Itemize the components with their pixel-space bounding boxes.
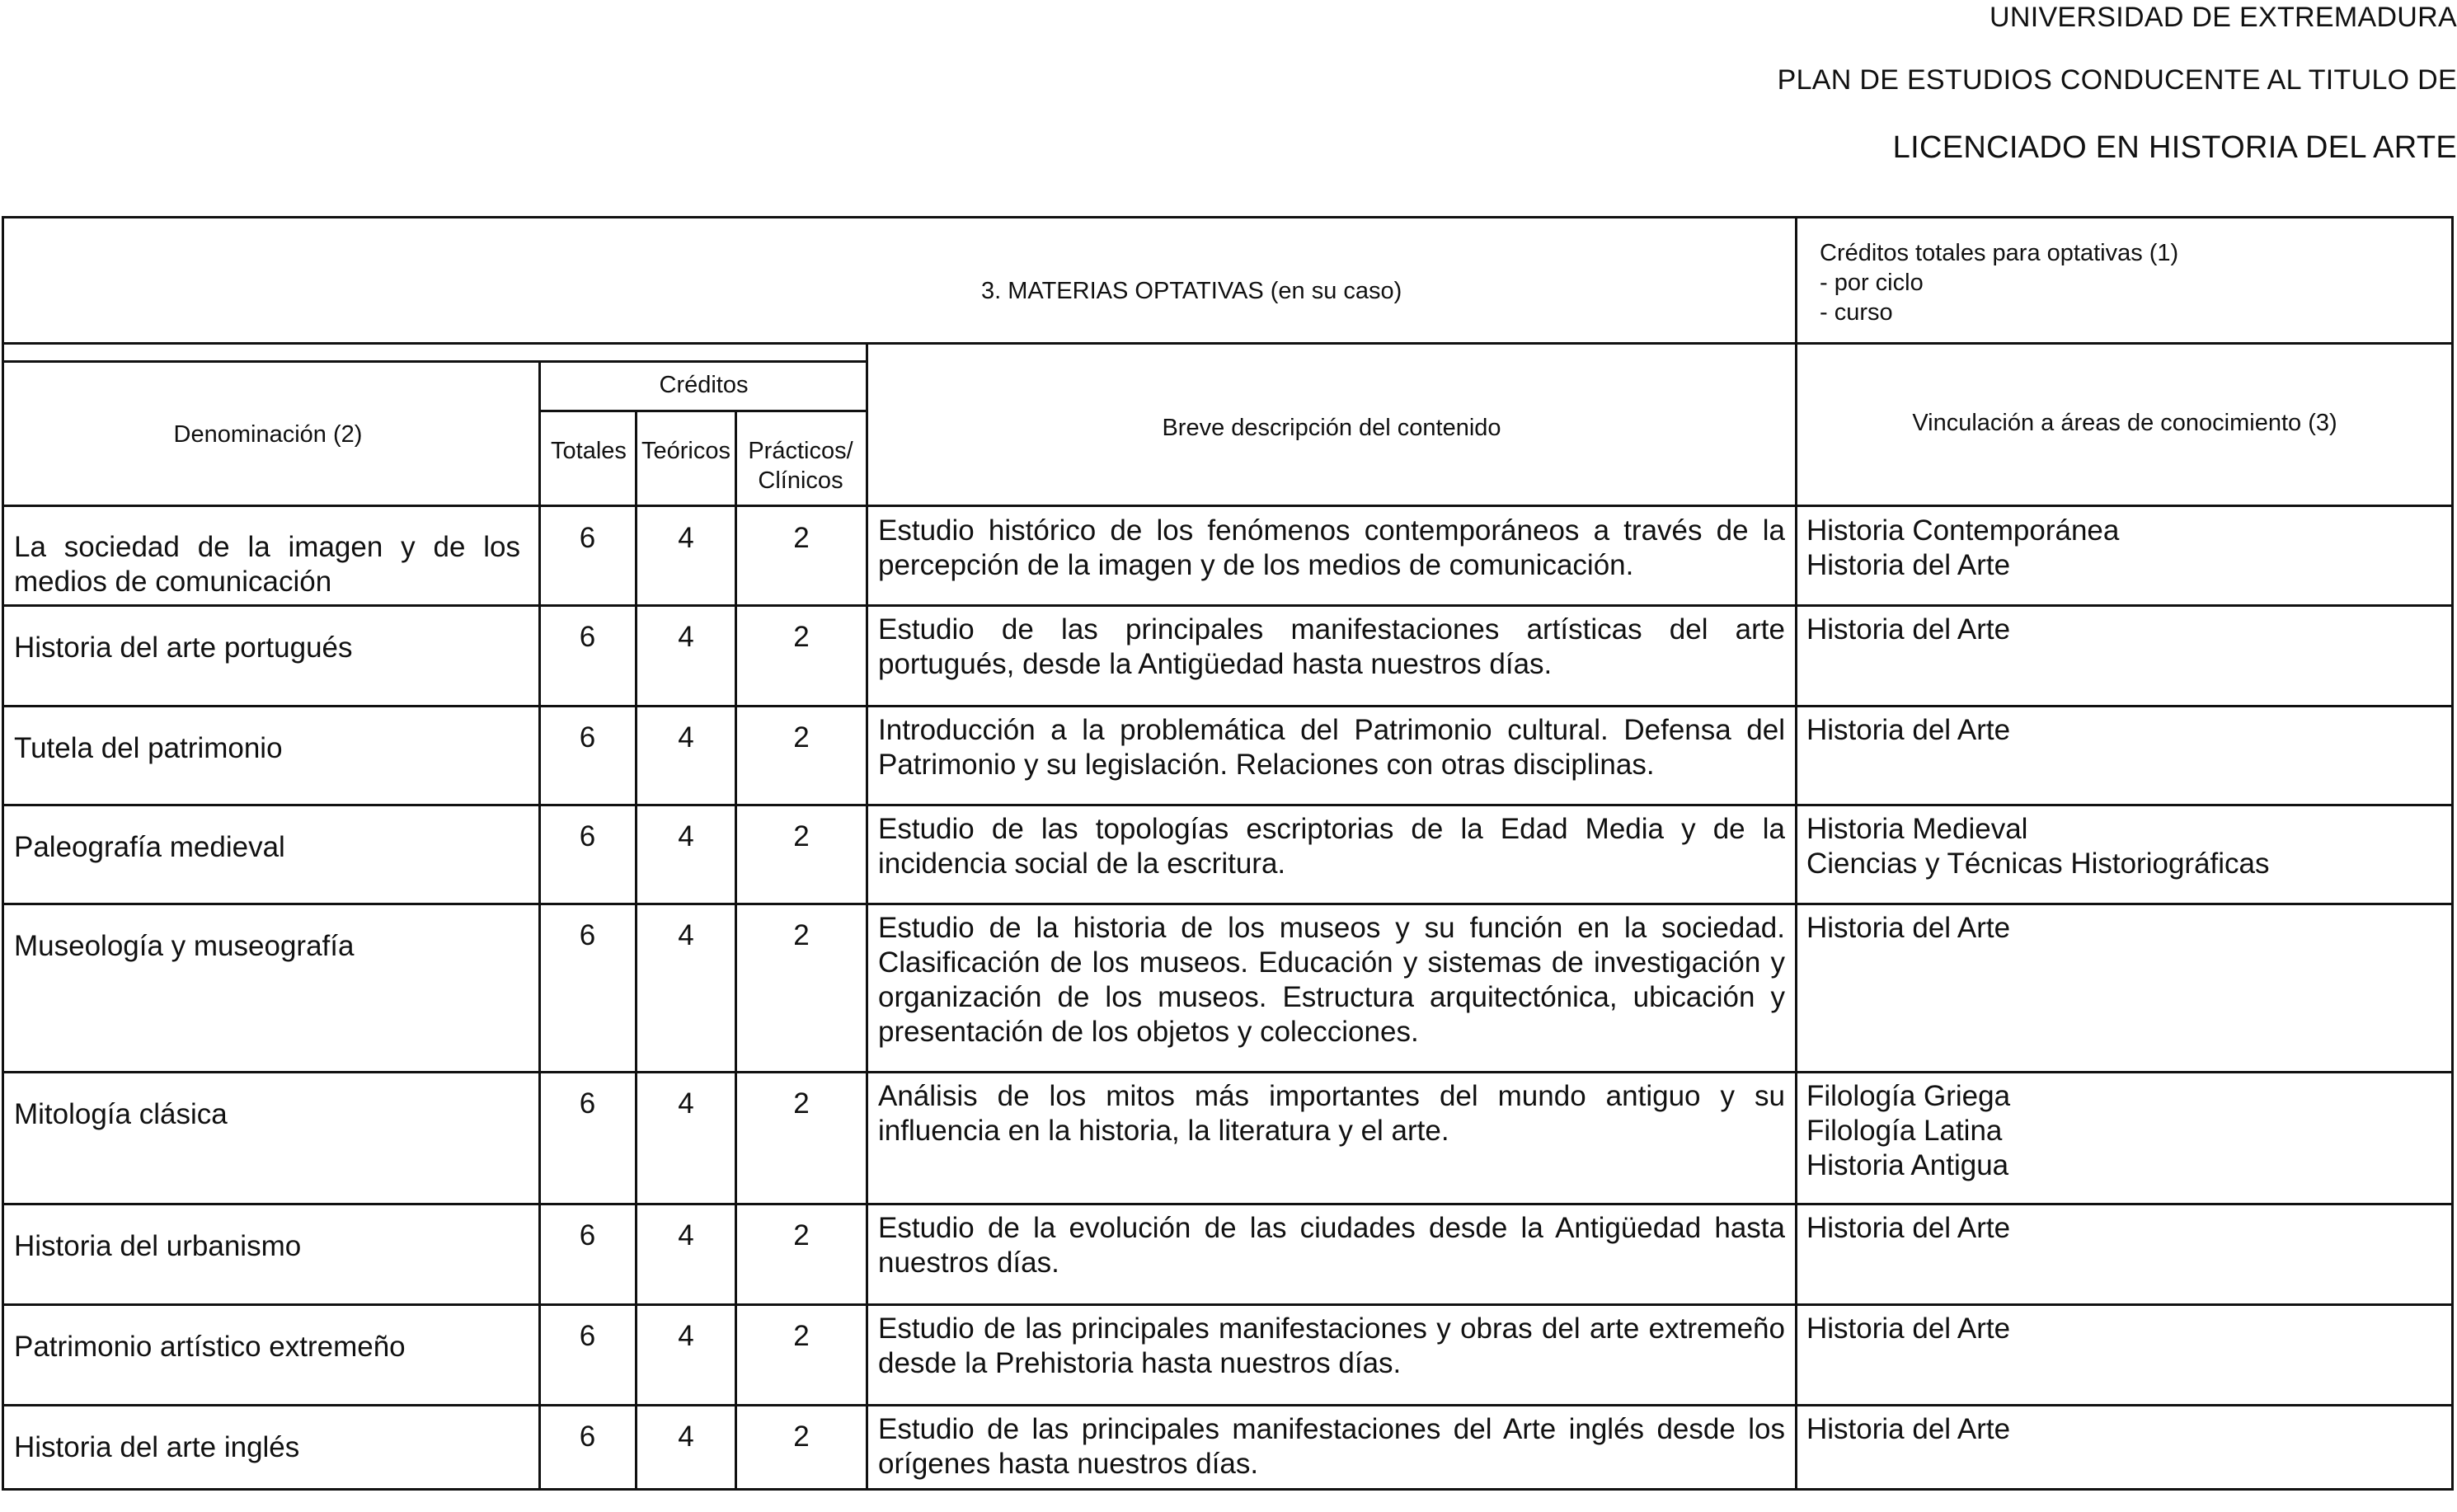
knowledge-area: Historia del Arte — [1806, 613, 2011, 646]
credits-theory: 4 — [678, 621, 694, 653]
knowledge-area: Historia del Arte — [1806, 912, 2011, 944]
knowledge-areas — [1806, 1312, 2441, 1346]
credits-theory: 4 — [678, 1420, 694, 1453]
credits-theory: 4 — [678, 1219, 694, 1251]
column-practicos-line1: Prácticos/ — [748, 438, 853, 464]
credits-total: 6 — [579, 1219, 596, 1251]
credits-theory: 4 — [678, 1087, 694, 1120]
column-teoricos: Teóricos — [641, 438, 731, 464]
credits-total: 6 — [579, 1420, 596, 1453]
credits-theory: 4 — [678, 919, 694, 951]
subject-description: Estudio de las principales manifestaciones del Arte inglés desde los orígenes hasta nuestros días. — [878, 1413, 1785, 1480]
credits-practice: 2 — [793, 820, 810, 852]
table-row — [4, 707, 2451, 805]
knowledge-area: Historia del Arte — [1806, 1413, 2011, 1445]
credits-total: 6 — [579, 621, 596, 653]
table-row — [4, 1406, 2451, 1488]
credits-total: 6 — [579, 1087, 596, 1120]
knowledge-area: Historia del Arte — [1806, 1312, 2011, 1345]
column-practicos-line2: Clínicos — [758, 467, 843, 494]
plan-title: PLAN DE ESTUDIOS CONDUCENTE AL TITULO DE — [1777, 64, 2457, 96]
credits-total: 6 — [579, 919, 596, 951]
credits-total: 6 — [579, 721, 596, 754]
knowledge-areas — [1806, 1211, 2441, 1246]
column-totales: Totales — [551, 438, 627, 464]
table-row — [4, 1204, 2451, 1305]
subject-name: Historia del arte portugués — [14, 632, 353, 664]
credits-theory: 4 — [678, 820, 694, 852]
rule-section-bottom — [4, 342, 2451, 345]
knowledge-area: Historia del Arte — [1806, 714, 2011, 746]
table-row — [4, 606, 2451, 707]
column-name: Denominación (2) — [173, 421, 363, 448]
credits-practice: 2 — [793, 621, 810, 653]
knowledge-areas — [1806, 812, 2441, 881]
credits-total: 6 — [579, 1320, 596, 1352]
per-cycle-note: - por ciclo — [1820, 270, 1924, 296]
knowledge-areas — [1806, 713, 2441, 748]
rule-credits-split — [540, 410, 867, 412]
table-row — [4, 1305, 2451, 1406]
section-title: 3. MATERIAS OPTATIVAS (en su caso) — [981, 278, 1402, 304]
subject-name: Patrimonio artístico extremeño — [14, 1331, 406, 1363]
subject-name: Museología y museografía — [14, 930, 355, 962]
credits-total: 6 — [579, 820, 596, 852]
subject-name: La sociedad de la imagen y de los medios de comunicación — [14, 531, 520, 598]
knowledge-area: Historia del Arte — [1806, 549, 2011, 581]
subject-name: Tutela del patrimonio — [14, 732, 283, 764]
rule-section-split — [1795, 218, 1797, 342]
subject-description: Estudio de las principales manifestaciones artísticas del arte portugués, desde la Antigüedad hasta nuestros días. — [878, 613, 1785, 680]
credits-practice: 2 — [793, 721, 810, 754]
knowledge-area: Ciencias y Técnicas Historiográficas — [1806, 848, 2270, 880]
subject-name: Historia del arte inglés — [14, 1431, 300, 1463]
column-areas: Vinculación a áreas de conocimiento (3) — [1912, 410, 2337, 436]
credits-total: 6 — [579, 522, 596, 554]
subject-description: Análisis de los mitos más importantes del mundo antiguo y su influencia en la historia, la literatura y el arte. — [878, 1080, 1785, 1147]
university-title: UNIVERSIDAD DE EXTREMADURA — [1990, 2, 2457, 33]
subject-description: Estudio de las topologías escriptorias de la Edad Media y de la incidencia social de la escritura. — [878, 813, 1785, 880]
credits-practice: 2 — [793, 919, 810, 951]
subject-description: Introducción a la problemática del Patrimonio cultural. Defensa del Patrimonio y su legislación. Relaciones con otras disciplinas. — [878, 714, 1785, 781]
knowledge-area: Filología Latina — [1806, 1115, 2003, 1147]
rule-header-top — [4, 360, 867, 363]
knowledge-area: Filología Griega — [1806, 1080, 2011, 1112]
credits-practice: 2 — [793, 1219, 810, 1251]
subject-description: Estudio de la evolución de las ciudades desde la Antigüedad hasta nuestros días. — [878, 1212, 1785, 1279]
subject-name: Historia del urbanismo — [14, 1230, 302, 1262]
column-description: Breve descripción del contenido — [1162, 415, 1501, 441]
knowledge-areas — [1806, 514, 2441, 583]
knowledge-areas — [1806, 613, 2441, 647]
credits-practice: 2 — [793, 1320, 810, 1352]
knowledge-areas — [1806, 911, 2441, 946]
column-practicos — [736, 436, 865, 495]
table-row — [4, 904, 2451, 1073]
credits-theory: 4 — [678, 721, 694, 754]
knowledge-areas — [1806, 1412, 2441, 1447]
knowledge-area: Historia Medieval — [1806, 813, 2028, 845]
optativas-table — [2, 216, 2454, 1491]
subject-name: Mitología clásica — [14, 1098, 228, 1130]
credits-theory: 4 — [678, 522, 694, 554]
table-row — [4, 805, 2451, 904]
subject-description: Estudio de las principales manifestaciones y obras del arte extremeño desde la Prehistoria hasta nuestros días. — [878, 1312, 1785, 1379]
degree-title: LICENCIADO EN HISTORIA DEL ARTE — [1892, 130, 2457, 165]
table-row — [4, 1073, 2451, 1204]
knowledge-area: Historia Antigua — [1806, 1149, 2009, 1181]
table-row — [4, 507, 2451, 606]
knowledge-area: Historia del Arte — [1806, 1212, 2011, 1244]
subject-description: Estudio histórico de los fenómenos contemporáneos a través de la percepción de la imagen y de los medios de comunicación. — [878, 514, 1785, 581]
column-credits: Créditos — [659, 372, 749, 398]
credits-theory: 4 — [678, 1320, 694, 1352]
credits-practice: 2 — [793, 1087, 810, 1120]
credits-practice: 2 — [793, 522, 810, 554]
credits-note: Créditos totales para optativas (1) — [1820, 240, 2179, 266]
per-course-note: - curso — [1820, 299, 1893, 326]
knowledge-area: Historia Contemporánea — [1806, 514, 2120, 547]
credits-practice: 2 — [793, 1420, 810, 1453]
subject-description: Estudio de la historia de los museos y su función en la sociedad. Clasificación de los museos. Educación y sistemas de investigación y organización de los museos. Estructura arquitectónica, ubicación y presentación de los objetos y colecciones. — [878, 912, 1785, 1048]
knowledge-areas — [1806, 1079, 2441, 1183]
subject-name: Paleografía medieval — [14, 831, 285, 863]
